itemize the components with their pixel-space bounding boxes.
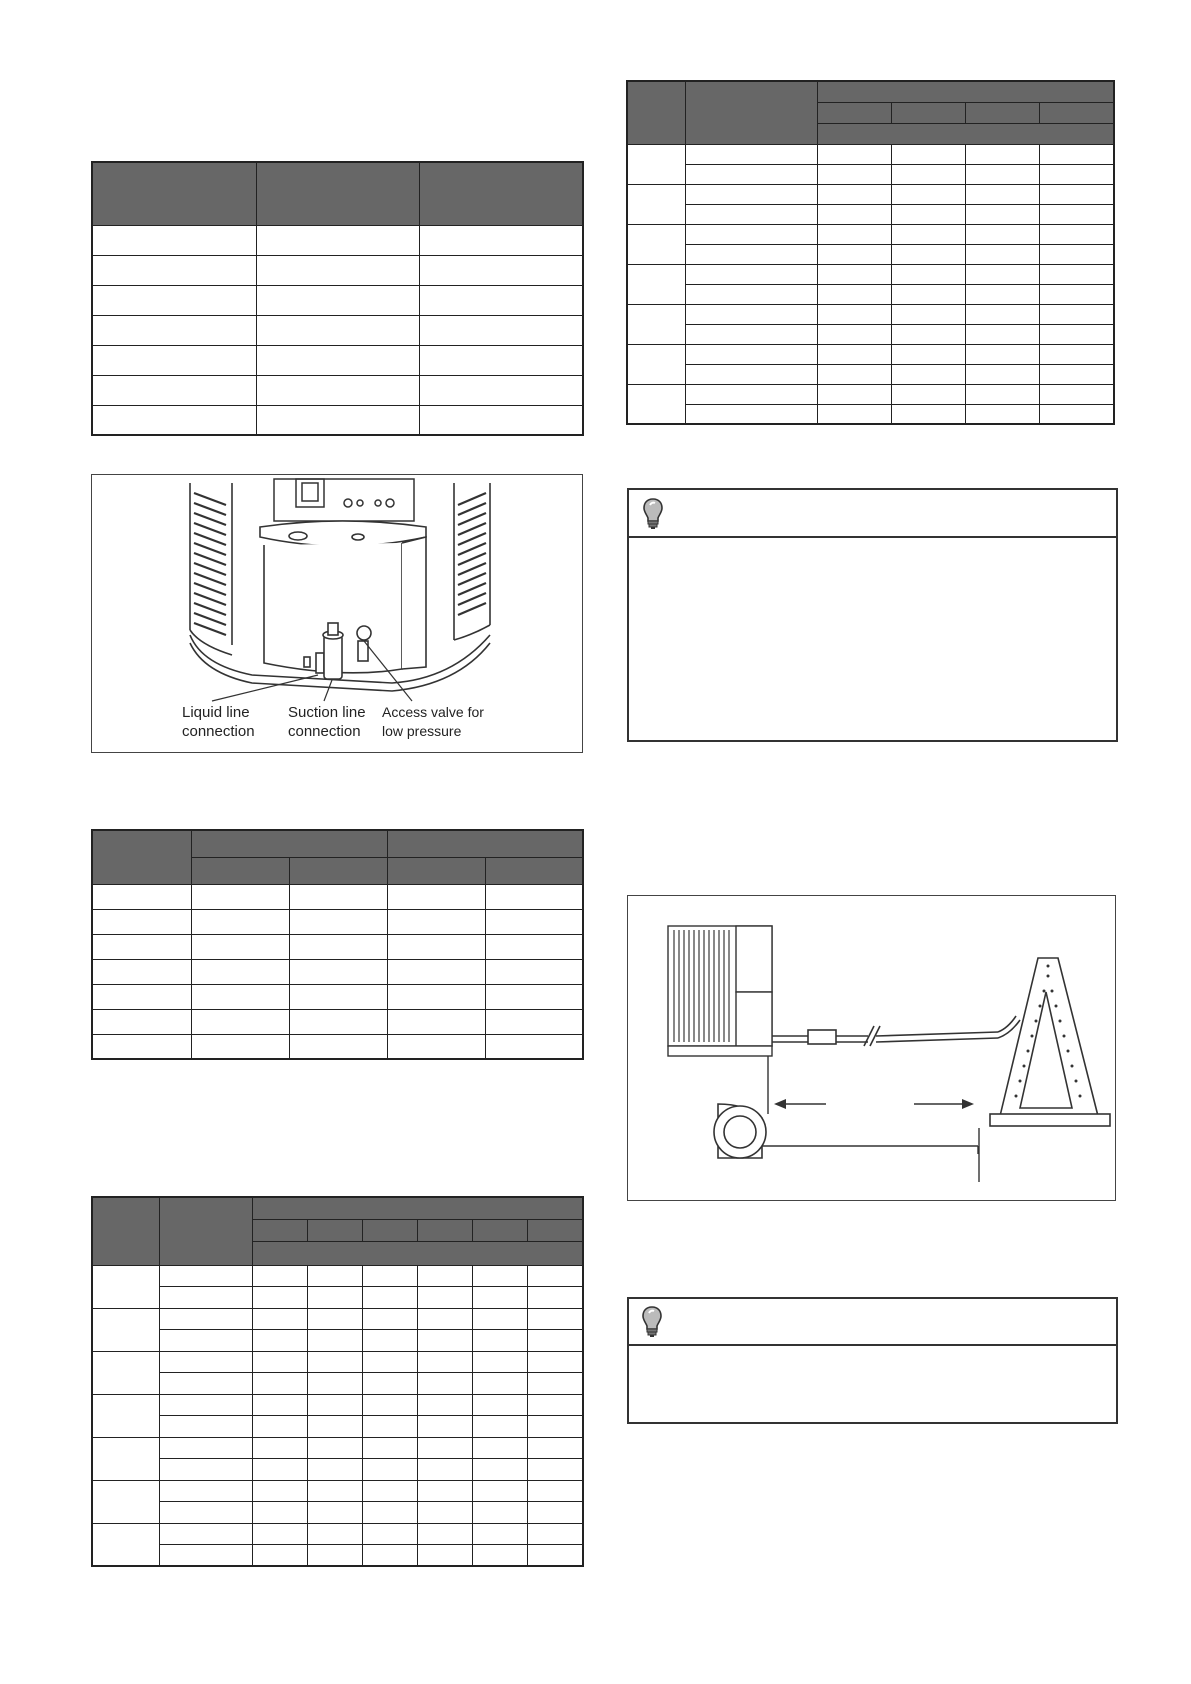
table-header-cell	[159, 1197, 252, 1265]
table-cell	[817, 304, 891, 324]
table-group-cell	[92, 1308, 159, 1351]
table-cell	[527, 1308, 583, 1330]
table-cell	[1039, 184, 1114, 204]
table-cell	[252, 1330, 307, 1352]
table-cell	[817, 404, 891, 424]
table-cell	[159, 1308, 252, 1330]
table-cell	[965, 364, 1039, 384]
table-cell	[685, 144, 817, 164]
table-cell	[472, 1287, 527, 1309]
table-cell	[1039, 404, 1114, 424]
table-row	[92, 225, 583, 255]
access-valve-label: Access valve for low pressure	[382, 704, 484, 739]
table-cell	[159, 1394, 252, 1416]
table-cell	[159, 1373, 252, 1395]
table-row	[627, 144, 1114, 164]
table-row	[92, 1308, 583, 1330]
table-cell	[685, 164, 817, 184]
table-cell	[891, 364, 965, 384]
lightbulb-icon	[642, 497, 664, 531]
table-cell	[472, 1480, 527, 1502]
table-cell	[965, 224, 1039, 244]
table-cell	[307, 1459, 362, 1481]
table-cell	[1039, 164, 1114, 184]
table-cell	[307, 1330, 362, 1352]
table-subheader-cell	[307, 1219, 362, 1241]
table-cell	[472, 1265, 527, 1287]
table-group-cell	[627, 144, 685, 184]
table-cell	[252, 1523, 307, 1545]
table-cell	[417, 1459, 472, 1481]
table-cell	[307, 1394, 362, 1416]
table-cell	[362, 1308, 417, 1330]
table-cell	[362, 1502, 417, 1524]
table-cell	[817, 204, 891, 224]
table-cell	[685, 324, 817, 344]
table-row	[92, 959, 583, 984]
table-cell	[417, 1287, 472, 1309]
table-cell	[307, 1287, 362, 1309]
table-row	[92, 1373, 583, 1395]
table-cell	[1039, 224, 1114, 244]
table-cell	[891, 184, 965, 204]
table-cell	[472, 1351, 527, 1373]
table-row	[92, 884, 583, 909]
table-cell	[817, 384, 891, 404]
table-cell	[891, 224, 965, 244]
table-cell	[472, 1330, 527, 1352]
table-cell	[817, 224, 891, 244]
table-group-cell	[92, 1351, 159, 1394]
table-cell	[417, 1308, 472, 1330]
table-header-cell	[419, 162, 583, 225]
table-row	[627, 404, 1114, 424]
table-cell	[891, 204, 965, 224]
table-subheader-cell	[1039, 102, 1114, 123]
table-cell	[891, 244, 965, 264]
table-group-cell	[92, 1394, 159, 1437]
table-cell	[417, 1373, 472, 1395]
table-cell	[472, 1437, 527, 1459]
table-cell	[417, 1502, 472, 1524]
table-row	[92, 1009, 583, 1034]
table-group-cell	[627, 344, 685, 384]
table-cell	[362, 1480, 417, 1502]
table-cell	[159, 1287, 252, 1309]
table-cell	[362, 1437, 417, 1459]
table-cell	[252, 1265, 307, 1287]
table-cell	[817, 364, 891, 384]
table-row	[92, 1265, 583, 1287]
table-header-cell	[627, 81, 685, 144]
table-row	[627, 324, 1114, 344]
table-cell	[965, 244, 1039, 264]
table-cell	[817, 284, 891, 304]
table-row	[92, 345, 583, 375]
table-cell	[891, 144, 965, 164]
tip-box-1	[627, 488, 1118, 742]
table-cell	[965, 184, 1039, 204]
table-cell	[417, 1480, 472, 1502]
table-cell	[159, 1351, 252, 1373]
charge-table-left	[91, 1196, 584, 1567]
table-header-cell	[92, 1197, 159, 1265]
table-cell	[307, 1373, 362, 1395]
table-row	[92, 1502, 583, 1524]
table-cell	[965, 284, 1039, 304]
table-row	[92, 934, 583, 959]
table-cell	[965, 144, 1039, 164]
table-row	[627, 384, 1114, 404]
table-subheader-cell	[417, 1219, 472, 1241]
table-cell	[472, 1523, 527, 1545]
table-cell	[1039, 264, 1114, 284]
table-cell	[965, 204, 1039, 224]
liquid-line-label: Liquid line connection	[182, 704, 255, 740]
table-cell	[1039, 244, 1114, 264]
table-cell	[472, 1502, 527, 1524]
table-cell	[965, 404, 1039, 424]
table-cell	[685, 184, 817, 204]
table-cell	[527, 1287, 583, 1309]
table-cell	[417, 1265, 472, 1287]
table-cell	[252, 1480, 307, 1502]
table-cell	[965, 324, 1039, 344]
table-cell	[965, 304, 1039, 324]
table-cell	[362, 1416, 417, 1438]
table-cell	[527, 1437, 583, 1459]
table-cell	[307, 1545, 362, 1567]
table-subheader-cell	[387, 857, 485, 884]
table-row	[92, 1287, 583, 1309]
table-row	[92, 1351, 583, 1373]
table-cell	[1039, 324, 1114, 344]
table-cell	[891, 284, 965, 304]
table-cell	[1039, 284, 1114, 304]
table-cell	[685, 344, 817, 364]
table-cell	[472, 1373, 527, 1395]
table-cell	[891, 304, 965, 324]
table-cell	[1039, 304, 1114, 324]
table-group-cell	[92, 1523, 159, 1566]
table-row	[627, 204, 1114, 224]
table-cell	[817, 164, 891, 184]
table-group-cell	[92, 1480, 159, 1523]
table-group-cell	[627, 264, 685, 304]
table-group-header	[191, 830, 387, 857]
table-cell	[472, 1545, 527, 1567]
table-header-cell	[685, 81, 817, 144]
table-cell	[685, 244, 817, 264]
table-cell	[252, 1287, 307, 1309]
table-subheader-cell	[252, 1219, 307, 1241]
table-group-cell	[92, 1437, 159, 1480]
table-cell	[685, 264, 817, 284]
table-cell	[362, 1373, 417, 1395]
table-row	[92, 255, 583, 285]
table-group-cell	[627, 384, 685, 424]
table-row	[627, 264, 1114, 284]
tip-box-header	[629, 490, 1116, 538]
table-row	[92, 285, 583, 315]
table-cell	[252, 1416, 307, 1438]
table-cell	[527, 1416, 583, 1438]
table-units-header	[817, 123, 1114, 144]
table-cell	[891, 164, 965, 184]
table-cell	[159, 1523, 252, 1545]
table-cell	[891, 344, 965, 364]
table-cell	[685, 224, 817, 244]
table-row	[92, 1545, 583, 1567]
line-size-table	[91, 161, 584, 436]
table-group-header	[387, 830, 583, 857]
table-cell	[307, 1308, 362, 1330]
table-cell	[362, 1287, 417, 1309]
table-cell	[417, 1416, 472, 1438]
table-cell	[965, 264, 1039, 284]
table-cell	[891, 324, 965, 344]
table-cell	[527, 1265, 583, 1287]
table-header-cell	[92, 162, 256, 225]
table-cell	[527, 1330, 583, 1352]
table-cell	[685, 304, 817, 324]
table-cell	[527, 1502, 583, 1524]
table-subheader-cell	[485, 857, 583, 884]
table-header-cell	[256, 162, 419, 225]
table-cell	[891, 404, 965, 424]
table-cell	[252, 1545, 307, 1567]
table-group-cell	[627, 304, 685, 344]
table-units-header	[252, 1241, 583, 1265]
table-cell	[159, 1459, 252, 1481]
table-row	[92, 1523, 583, 1545]
tip-box-header	[629, 1299, 1116, 1346]
table-cell	[1039, 344, 1114, 364]
table-cell	[307, 1416, 362, 1438]
table-cell	[817, 144, 891, 164]
table-cell	[362, 1330, 417, 1352]
valve-connection-figure	[91, 474, 583, 753]
table-cell	[252, 1373, 307, 1395]
table-cell	[307, 1265, 362, 1287]
table-cell	[417, 1394, 472, 1416]
table-cell	[362, 1265, 417, 1287]
table-cell	[159, 1330, 252, 1352]
table-cell	[472, 1394, 527, 1416]
table-cell	[307, 1523, 362, 1545]
table-cell	[252, 1437, 307, 1459]
table-cell	[965, 164, 1039, 184]
table-cell	[527, 1480, 583, 1502]
table-cell	[159, 1437, 252, 1459]
table-cell	[417, 1545, 472, 1567]
table-group-cell	[92, 1265, 159, 1308]
table-cell	[527, 1351, 583, 1373]
table-row	[92, 909, 583, 934]
table-cell	[307, 1437, 362, 1459]
table-group-cell	[627, 224, 685, 264]
table-cell	[685, 404, 817, 424]
line-length-illustration	[628, 896, 1115, 1200]
table-subheader-cell	[965, 102, 1039, 123]
table-cell	[472, 1416, 527, 1438]
charge-table-right	[626, 80, 1115, 425]
table-row	[92, 1034, 583, 1059]
table-cell	[307, 1480, 362, 1502]
table-cell	[417, 1523, 472, 1545]
table-cell	[817, 244, 891, 264]
table-cell	[527, 1394, 583, 1416]
table-subheader-cell	[472, 1219, 527, 1241]
table-subheader-cell	[527, 1219, 583, 1241]
table-row	[92, 315, 583, 345]
table-subheader-cell	[191, 857, 289, 884]
table-cell	[965, 344, 1039, 364]
table-cell	[362, 1351, 417, 1373]
table-group-cell	[627, 184, 685, 224]
table-row	[92, 1330, 583, 1352]
table-cell	[252, 1459, 307, 1481]
table-row	[92, 1416, 583, 1438]
table-row	[627, 344, 1114, 364]
suction-line-label: Suction line connection	[288, 704, 366, 740]
table-row	[627, 184, 1114, 204]
table-cell	[1039, 144, 1114, 164]
table-cell	[1039, 384, 1114, 404]
table-group-header	[817, 81, 1114, 102]
table-cell	[472, 1308, 527, 1330]
table-subheader-cell	[817, 102, 891, 123]
table-row	[92, 1480, 583, 1502]
table-subheader-cell	[362, 1219, 417, 1241]
table-cell	[252, 1394, 307, 1416]
table-cell	[159, 1265, 252, 1287]
table-cell	[159, 1502, 252, 1524]
table-cell	[417, 1351, 472, 1373]
table-subheader-cell	[891, 102, 965, 123]
line-length-figure	[627, 895, 1116, 1201]
grouped-size-table	[91, 829, 584, 1060]
table-cell	[891, 384, 965, 404]
tip-box-2	[627, 1297, 1118, 1424]
table-cell	[159, 1545, 252, 1567]
table-cell	[159, 1416, 252, 1438]
table-cell	[252, 1308, 307, 1330]
table-cell	[817, 344, 891, 364]
lightbulb-icon	[641, 1305, 663, 1339]
table-cell	[817, 324, 891, 344]
table-row	[92, 1459, 583, 1481]
table-cell	[417, 1330, 472, 1352]
table-cell	[685, 384, 817, 404]
table-cell	[685, 204, 817, 224]
table-row	[627, 364, 1114, 384]
table-header-cell	[92, 830, 191, 884]
table-cell	[307, 1502, 362, 1524]
table-cell	[527, 1373, 583, 1395]
table-cell	[362, 1394, 417, 1416]
table-cell	[685, 284, 817, 304]
table-row	[627, 284, 1114, 304]
table-group-header	[252, 1197, 583, 1219]
table-cell	[417, 1437, 472, 1459]
table-cell	[362, 1459, 417, 1481]
table-cell	[362, 1523, 417, 1545]
table-row	[92, 405, 583, 435]
table-row	[627, 224, 1114, 244]
table-cell	[362, 1545, 417, 1567]
table-row	[627, 244, 1114, 264]
table-row	[627, 164, 1114, 184]
table-cell	[1039, 364, 1114, 384]
table-cell	[527, 1545, 583, 1567]
table-cell	[891, 264, 965, 284]
table-cell	[159, 1480, 252, 1502]
table-cell	[527, 1523, 583, 1545]
table-cell	[965, 384, 1039, 404]
table-row	[92, 1437, 583, 1459]
table-cell	[307, 1351, 362, 1373]
table-cell	[252, 1351, 307, 1373]
table-cell	[817, 264, 891, 284]
table-row	[92, 1394, 583, 1416]
table-cell	[472, 1459, 527, 1481]
table-subheader-cell	[289, 857, 387, 884]
table-cell	[685, 364, 817, 384]
table-cell	[252, 1502, 307, 1524]
table-row	[92, 984, 583, 1009]
table-row	[627, 304, 1114, 324]
table-cell	[817, 184, 891, 204]
table-row	[92, 375, 583, 405]
table-cell	[1039, 204, 1114, 224]
table-cell	[527, 1459, 583, 1481]
